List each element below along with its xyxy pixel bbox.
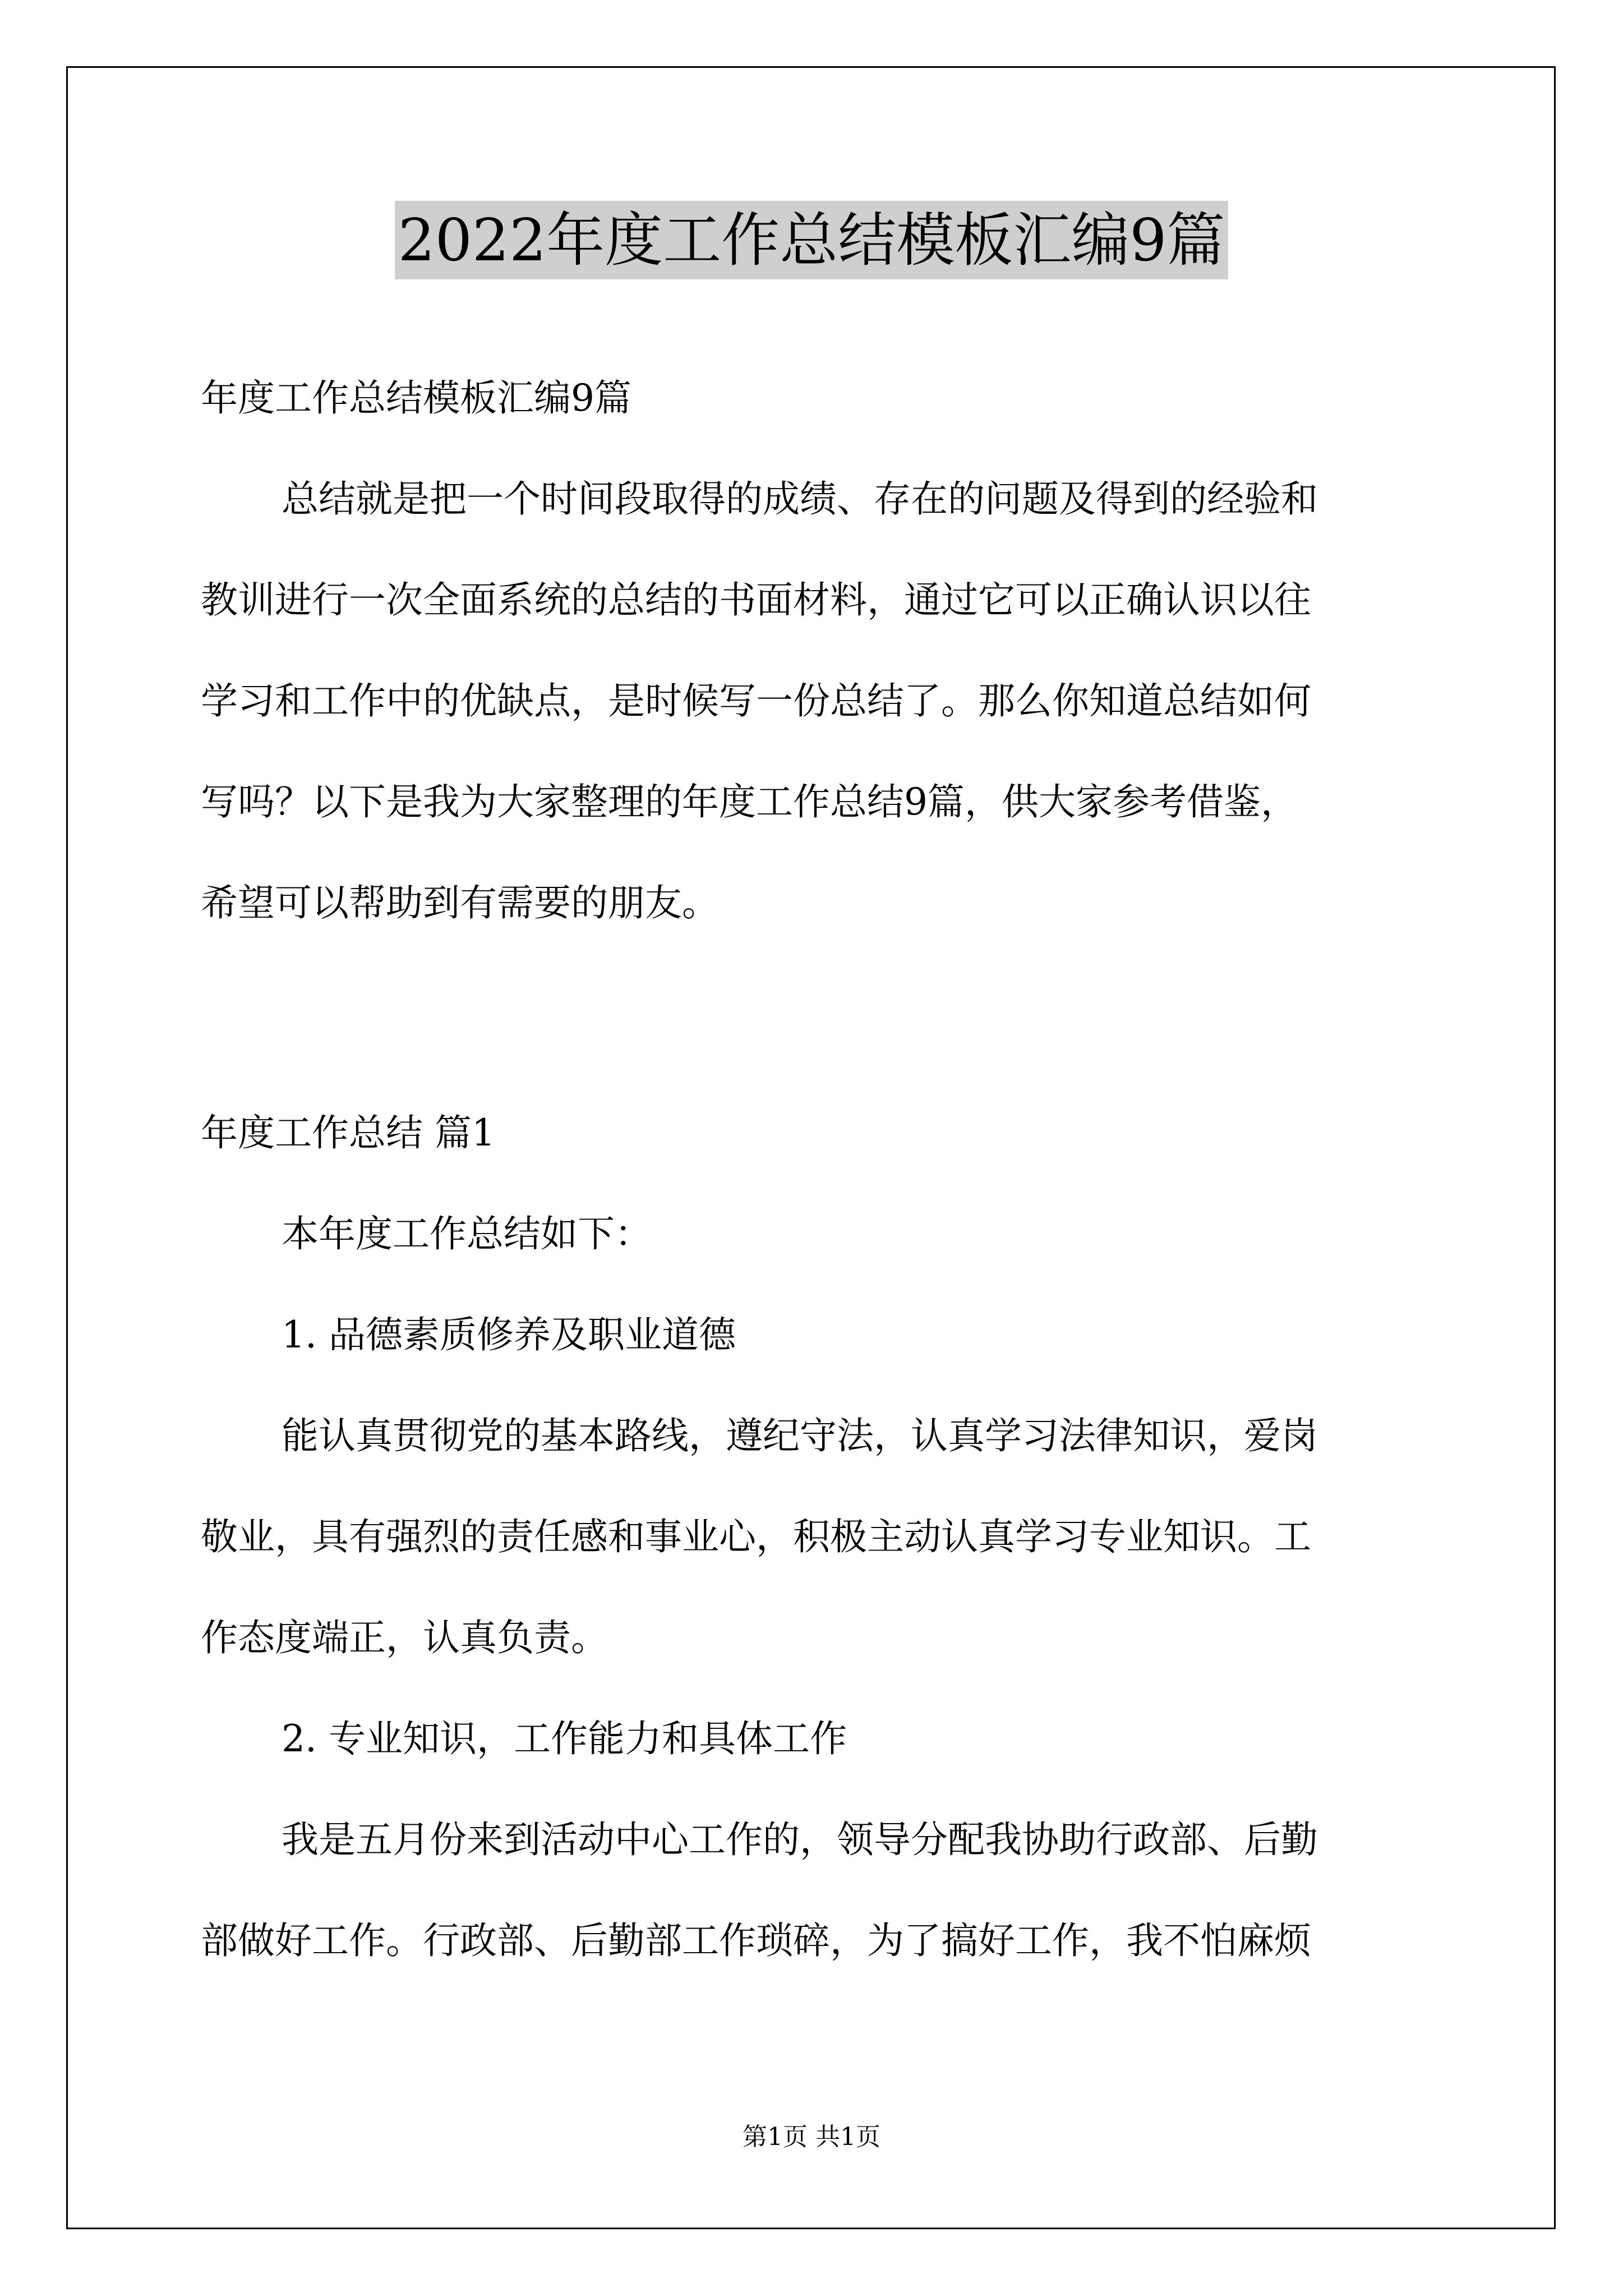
intro-line: 学习和工作中的优缺点，是时候写一份总结了。那么你知道总结如何 xyxy=(201,679,1311,723)
intro-line: 写吗？以下是我为大家整理的年度工作总结9篇，供大家参考借鉴， xyxy=(201,780,1298,823)
item-line: 部做好工作。行政部、后勤部工作琐碎，为了搞好工作，我不怕麻烦 xyxy=(201,1919,1311,1962)
item-line: 能认真贯彻党的基本路线，遵纪守法，认真学习法律知识，爱岗 xyxy=(282,1414,1318,1457)
intro-line: 教训进行一次全面系统的总结的书面材料，通过它可以正确认识以往 xyxy=(201,578,1311,622)
intro-line: 希望可以帮助到有需要的朋友。 xyxy=(201,881,719,924)
spacer xyxy=(201,954,1429,1083)
item-line: 敬业，具有强烈的责任感和事业心，积极主动认真学习专业知识。工 xyxy=(201,1515,1311,1558)
section-opening: 本年度工作总结如下： xyxy=(282,1212,652,1255)
intro-line: 总结就是把一个时间段取得的成绩、存在的问题及得到的经验和 xyxy=(282,477,1318,521)
document-subtitle: 年度工作总结模板汇编9篇 xyxy=(201,376,631,420)
item-line: 我是五月份来到活动中心工作的，领导分配我协助行政部、后勤 xyxy=(282,1818,1318,1861)
item-line: 作态度端正，认真负责。 xyxy=(201,1616,608,1659)
document-title: 2022年度工作总结模板汇编9篇 xyxy=(395,201,1229,279)
item-heading: 2. 专业知识，工作能力和具体工作 xyxy=(282,1717,847,1760)
page-footer: 第1页 共1页 xyxy=(743,2123,880,2151)
section-heading: 年度工作总结 篇1 xyxy=(201,1111,495,1154)
item-heading: 1. 品德素质修养及职业道德 xyxy=(282,1313,736,1356)
document-body xyxy=(201,348,1429,1991)
title-container xyxy=(0,201,1623,279)
